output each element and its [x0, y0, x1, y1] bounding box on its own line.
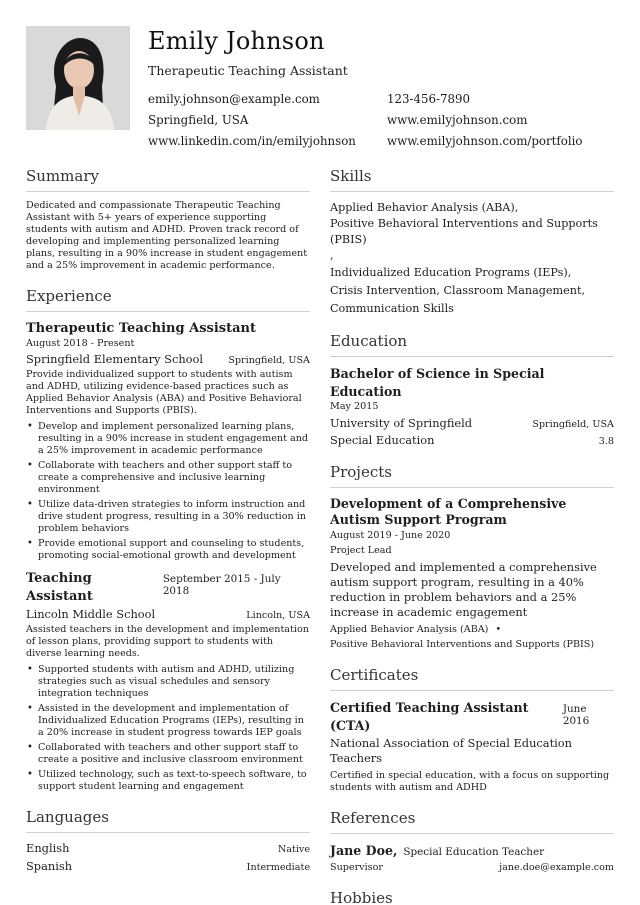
hobbies-heading: Hobbies	[330, 888, 614, 905]
certificate-description: Certified in special education, with a focus on supporting students with autism and ADHD	[330, 770, 610, 793]
education-location: Springfield, USA	[532, 419, 614, 430]
project-role: Project Lead	[330, 545, 392, 556]
contact-website[interactable]: www.emilyjohnson.com	[387, 113, 528, 127]
language-name: Spanish	[26, 859, 73, 873]
summary-text: Dedicated and compassionate Therapeutic Teaching Assistant with 5+ years of experience supporting students with autism and ADHD. Proven track record of developing and implementing personalized learning plans, resulting in a 90% increase in student engagement and a 25% improvement in academic performance.	[26, 200, 308, 271]
summary-section	[26, 166, 310, 272]
language-row	[26, 859, 310, 874]
left-column	[26, 166, 310, 874]
job-description: Provide individualized support to students with autism and ADHD, utilizing evidence-based practices such as Applied Behavior Analysis (ABA) and Positive Behavioral Interventions and Supports (PBIS).	[26, 369, 302, 416]
project-tag: Positive Behavioral Interventions and Supports (PBIS)	[330, 639, 595, 650]
job-location: Lincoln, USA	[246, 610, 310, 621]
experience-section	[26, 286, 310, 793]
skill-line: Communication Skills	[330, 302, 454, 315]
skills-section	[330, 166, 614, 317]
skills-list	[330, 200, 614, 317]
contact-email[interactable]: emily.johnson@example.com	[148, 92, 320, 106]
contact-portfolio[interactable]: www.emilyjohnson.com/portfolio	[387, 134, 583, 148]
education-heading: Education	[330, 331, 614, 357]
projects-heading: Projects	[330, 462, 614, 488]
language-name: English	[26, 841, 70, 855]
job-title: Therapeutic Teaching Assistant	[26, 321, 256, 336]
language-row	[26, 841, 310, 856]
list-item: • Collaborated with teachers and other support staff to create a positive and inclusive classroom environment	[26, 742, 310, 766]
skills-heading: Skills	[330, 166, 614, 192]
education-date: May 2015	[330, 401, 379, 412]
education-school: University of Springfield	[330, 416, 473, 430]
skill-line: ,	[330, 249, 334, 262]
certificate-date: June 2016	[562, 703, 590, 727]
education-gpa: 3.8	[598, 436, 614, 447]
project-tag: Applied Behavior Analysis (ABA)	[330, 624, 489, 635]
certificates-section	[330, 665, 614, 794]
job-location: Springfield, USA	[228, 355, 310, 366]
candidate-name: Emily Johnson	[148, 27, 325, 55]
education-degree: Bachelor of Science in Special Education	[330, 366, 545, 399]
job-entry	[26, 320, 310, 562]
languages-section	[26, 807, 310, 874]
job-bullets	[26, 664, 310, 793]
experience-heading: Experience	[26, 286, 310, 312]
reference-email[interactable]: jane.doe@example.com	[499, 862, 614, 873]
job-description: Assisted teachers in the development and implementation of lesson plans, providing support to students with diverse learning needs.	[26, 624, 309, 659]
references-section	[330, 808, 614, 874]
resume-header	[26, 26, 616, 148]
list-item: • Develop and implement personalized learning plans, resulting in a 90% increase in student engagement and a 25% improvement in academic performance	[26, 421, 310, 457]
candidate-title: Therapeutic Teaching Assistant	[148, 63, 348, 78]
language-level: Native	[277, 844, 310, 855]
contact-phone[interactable]: 123-456-7890	[387, 92, 471, 106]
certificate-issuer: National Association of Special Education Teachers	[330, 736, 572, 765]
job-title: Teaching Assistant	[26, 571, 93, 604]
reference-name: Jane Doe,	[330, 843, 398, 858]
list-item: • Utilized technology, such as text-to-speech software, to support student learning and engagement	[26, 769, 310, 793]
certificates-heading: Certificates	[330, 665, 614, 691]
projects-section	[330, 462, 614, 651]
list-item: • Assisted in the development and implementation of Individualized Education Programs (IEPs), resulting in a 20% increase in student progress towards IEP goals	[26, 703, 310, 739]
project-tags	[330, 624, 614, 636]
job-company: Springfield Elementary School	[26, 352, 204, 366]
references-heading: References	[330, 808, 614, 834]
profile-photo	[26, 26, 130, 130]
list-item: • Supported students with autism and ADHD, utilizing strategies such as visual schedules and sensory integration techniques	[26, 664, 310, 700]
reference-role: Special Education Teacher	[403, 846, 545, 858]
tag-separator: •	[495, 624, 502, 635]
skill-line: Crisis Intervention, Classroom Management,	[330, 284, 586, 297]
skill-line: Applied Behavior Analysis (ABA),	[330, 201, 519, 214]
certificate-name: Certified Teaching Assistant (CTA)	[330, 700, 529, 733]
project-description: Developed and implemented a comprehensive autism support program, resulting in a 40% reduction in problem behaviors and a 25% increase in academic engagement	[330, 560, 597, 619]
job-bullets	[26, 421, 310, 562]
language-level: Intermediate	[246, 862, 310, 873]
list-item: • Utilize data-driven strategies to inform instruction and drive student progress, resulting in a 30% reduction in problem behaviors	[26, 499, 310, 535]
summary-heading: Summary	[26, 166, 310, 192]
list-item: • Provide emotional support and counseling to students, promoting social-emotional growth and development	[26, 538, 310, 562]
education-section	[330, 331, 614, 448]
project-dates: August 2019 - June 2020	[330, 530, 451, 541]
reference-relation: Supervisor	[330, 862, 383, 873]
project-title: Development of a Comprehensive Autism Support Program	[330, 496, 567, 527]
job-dates: August 2018 - Present	[26, 338, 135, 349]
skill-line: Positive Behavioral Interventions and Supports (PBIS)	[330, 217, 598, 246]
job-entry	[26, 570, 310, 793]
contact-linkedin[interactable]: www.linkedin.com/in/emilyjohnson	[148, 134, 356, 148]
list-item: • Collaborate with teachers and other support staff to create a comprehensive and inclusive learning environment	[26, 460, 310, 496]
education-field: Special Education	[330, 433, 435, 447]
job-company: Lincoln Middle School	[26, 607, 156, 621]
contact-location: Springfield, USA	[148, 113, 249, 127]
right-column	[330, 166, 614, 905]
job-dates: September 2015 - July 2018	[162, 573, 281, 597]
skill-line: Individualized Education Programs (IEPs),	[330, 266, 572, 279]
languages-heading: Languages	[26, 807, 310, 833]
hobbies-section	[330, 888, 614, 905]
